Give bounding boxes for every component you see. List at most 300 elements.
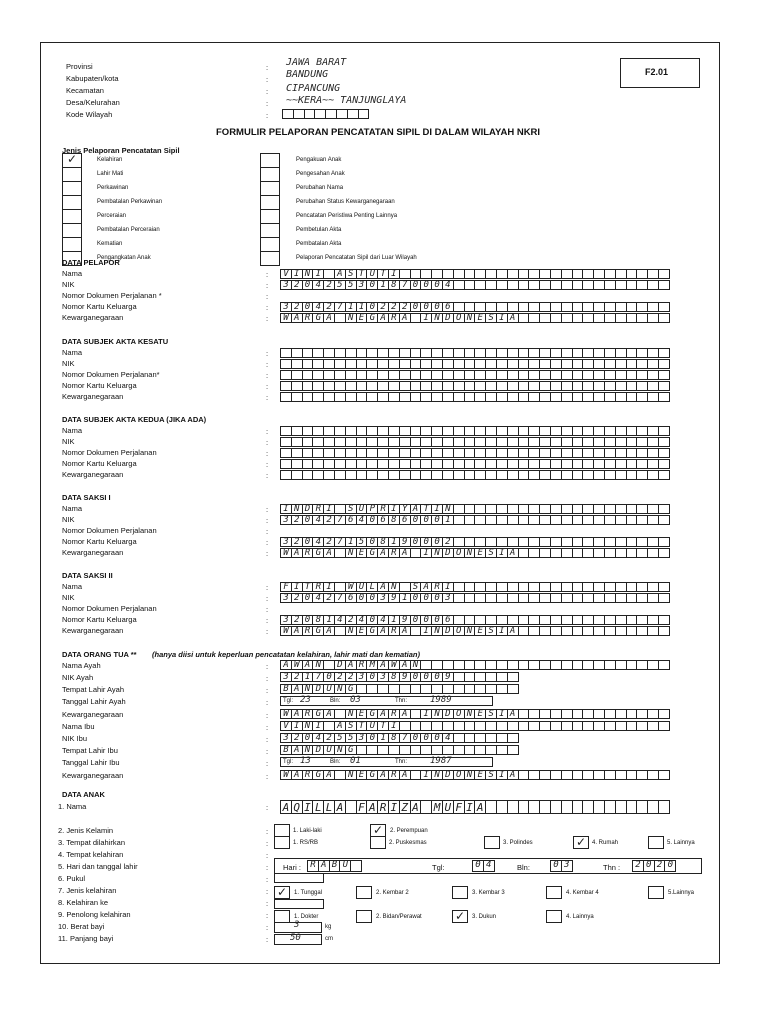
char-cell[interactable]: R	[388, 548, 400, 558]
char-cell[interactable]	[658, 582, 670, 592]
char-cell[interactable]: 1	[377, 733, 389, 743]
char-cell[interactable]: G	[345, 745, 357, 755]
subjek1-nik-grid[interactable]	[280, 359, 669, 369]
char-cell[interactable]: 0	[420, 280, 432, 290]
char-cell[interactable]: N	[312, 660, 324, 670]
char-cell[interactable]: 0	[302, 537, 314, 547]
char-cell[interactable]: R	[377, 504, 389, 514]
ortu-nama-ayah-grid[interactable]	[280, 660, 669, 670]
char-cell[interactable]	[507, 745, 519, 755]
char-cell[interactable]: I	[442, 582, 454, 592]
char-cell[interactable]: R	[302, 709, 314, 719]
anak-nama-grid[interactable]	[280, 800, 669, 814]
char-cell[interactable]: 2	[291, 537, 303, 547]
char-cell[interactable]: D	[334, 660, 346, 670]
char-cell[interactable]: I	[323, 582, 335, 592]
char-cell[interactable]: R	[312, 582, 324, 592]
char-cell[interactable]: 0	[664, 860, 676, 872]
char-cell[interactable]: 6	[442, 615, 454, 625]
char-cell[interactable]: N	[302, 721, 314, 731]
pelapor-nama-grid[interactable]	[280, 269, 669, 279]
char-cell[interactable]	[507, 672, 519, 682]
thn-grid[interactable]	[632, 860, 675, 872]
char-cell[interactable]: R	[388, 313, 400, 323]
char-cell[interactable]: D	[312, 684, 324, 694]
char-cell[interactable]: A	[377, 626, 389, 636]
char-cell[interactable]: A	[291, 745, 303, 755]
char-cell[interactable]: 7	[399, 733, 411, 743]
char-cell[interactable]: I	[312, 269, 324, 279]
char-cell[interactable]: E	[474, 313, 486, 323]
char-cell[interactable]: B	[280, 745, 292, 755]
char-cell[interactable]: T	[302, 582, 314, 592]
char-cell[interactable]	[658, 593, 670, 603]
char-cell[interactable]: U	[356, 504, 368, 514]
char-cell[interactable]: P	[366, 504, 378, 514]
char-cell[interactable]	[658, 269, 670, 279]
char-cell[interactable]: A	[377, 548, 389, 558]
char-cell[interactable]: A	[318, 860, 330, 872]
ortu-tempat-ibu-grid[interactable]	[280, 745, 518, 755]
char-cell[interactable]: A	[377, 313, 389, 323]
char-cell[interactable]: 8	[388, 280, 400, 290]
char-cell[interactable]: I	[496, 709, 508, 719]
char-cell[interactable]: 6	[442, 302, 454, 312]
char-cell[interactable]: 2	[388, 302, 400, 312]
tgl-grid[interactable]	[472, 860, 494, 872]
char-cell[interactable]	[658, 280, 670, 290]
char-cell[interactable]: 9	[388, 593, 400, 603]
char-cell[interactable]: 3	[377, 593, 389, 603]
char-cell[interactable]: S	[485, 548, 497, 558]
jenis-left-checkbox-4[interactable]	[62, 209, 82, 224]
char-cell[interactable]: W	[280, 313, 292, 323]
char-cell[interactable]: E	[474, 548, 486, 558]
char-cell[interactable]: I	[496, 770, 508, 780]
jenis-right-checkbox-2[interactable]	[260, 181, 280, 196]
char-cell[interactable]: A	[323, 548, 335, 558]
char-cell[interactable]: O	[453, 770, 465, 780]
char-cell[interactable]: R	[388, 770, 400, 780]
jenis-right-checkbox-0[interactable]	[260, 153, 280, 168]
kelahiran-ke-input[interactable]	[274, 899, 324, 909]
char-cell[interactable]: 0	[431, 302, 443, 312]
char-cell[interactable]: 4	[442, 280, 454, 290]
char-cell[interactable]: 5	[334, 733, 346, 743]
char-cell[interactable]: 4	[334, 615, 346, 625]
char-cell[interactable]: A	[399, 548, 411, 558]
char-cell[interactable]: 2	[323, 515, 335, 525]
char-cell[interactable]: 0	[431, 672, 443, 682]
char-cell[interactable]: I	[312, 721, 324, 731]
char-cell[interactable]: O	[453, 709, 465, 719]
char-cell[interactable]: I	[420, 770, 432, 780]
char-cell[interactable]: N	[388, 582, 400, 592]
char-cell[interactable]: A	[280, 660, 292, 670]
char-cell[interactable]: I	[302, 800, 314, 814]
char-cell[interactable]: E	[356, 313, 368, 323]
char-cell[interactable]: 1	[323, 615, 335, 625]
char-cell[interactable]: 1	[388, 615, 400, 625]
char-cell[interactable]: G	[312, 548, 324, 558]
char-cell[interactable]: 5	[345, 733, 357, 743]
char-cell[interactable]	[350, 860, 362, 872]
char-cell[interactable]: I	[291, 721, 303, 731]
char-cell[interactable]	[658, 626, 670, 636]
char-cell[interactable]: 0	[302, 515, 314, 525]
char-cell[interactable]: 0	[643, 860, 655, 872]
char-cell[interactable]: 4	[312, 593, 324, 603]
char-cell[interactable]: G	[312, 626, 324, 636]
char-cell[interactable]	[658, 770, 670, 780]
char-cell[interactable]: G	[366, 313, 378, 323]
char-cell[interactable]: Z	[399, 800, 411, 814]
char-cell[interactable]: N	[345, 548, 357, 558]
char-cell[interactable]: G	[312, 709, 324, 719]
char-cell[interactable]: 2	[345, 615, 357, 625]
char-cell[interactable]: 2	[291, 280, 303, 290]
char-cell[interactable]: 1	[345, 537, 357, 547]
char-cell[interactable]: E	[474, 709, 486, 719]
char-cell[interactable]	[658, 370, 670, 380]
char-cell[interactable]: 0	[420, 733, 432, 743]
char-cell[interactable]: N	[302, 745, 314, 755]
char-cell[interactable]: 2	[345, 672, 357, 682]
char-cell[interactable]: 4	[356, 615, 368, 625]
char-cell[interactable]: I	[496, 626, 508, 636]
char-cell[interactable]: 2	[323, 280, 335, 290]
char-cell[interactable]: 2	[291, 302, 303, 312]
char-cell[interactable]: 2	[323, 537, 335, 547]
jenis-right-checkbox-1[interactable]	[260, 167, 280, 182]
ortu-nik-ibu-grid[interactable]	[280, 733, 518, 743]
char-cell[interactable]: 4	[312, 302, 324, 312]
char-cell[interactable]: 0	[323, 672, 335, 682]
char-cell[interactable]: G	[366, 626, 378, 636]
char-cell[interactable]: G	[312, 770, 324, 780]
char-cell[interactable]: I	[291, 582, 303, 592]
char-cell[interactable]	[507, 733, 519, 743]
char-cell[interactable]	[658, 381, 670, 391]
char-cell[interactable]: A	[323, 313, 335, 323]
char-cell[interactable]: A	[399, 709, 411, 719]
jenis-left-checkbox-6[interactable]	[62, 237, 82, 252]
char-cell[interactable]: S	[485, 770, 497, 780]
pelapor-kk-grid[interactable]	[280, 302, 669, 312]
char-cell[interactable]: 2	[399, 302, 411, 312]
char-cell[interactable]: 1	[377, 280, 389, 290]
char-cell[interactable]: 0	[302, 302, 314, 312]
char-cell[interactable]: 0	[302, 615, 314, 625]
char-cell[interactable]: N	[464, 313, 476, 323]
char-cell[interactable]: A	[291, 313, 303, 323]
char-cell[interactable]: N	[345, 626, 357, 636]
char-cell[interactable]: 0	[431, 593, 443, 603]
char-cell[interactable]: 2	[334, 672, 346, 682]
char-cell[interactable]: A	[399, 626, 411, 636]
char-cell[interactable]: G	[312, 313, 324, 323]
char-cell[interactable]	[658, 537, 670, 547]
char-cell[interactable]: 0	[410, 302, 422, 312]
char-cell[interactable]: A	[399, 660, 411, 670]
char-cell[interactable]: 4	[312, 733, 324, 743]
char-cell[interactable]: 0	[410, 672, 422, 682]
char-cell[interactable]: O	[453, 548, 465, 558]
char-cell[interactable]: 2	[291, 733, 303, 743]
char-cell[interactable]: 1	[302, 672, 314, 682]
char-cell[interactable]: A	[507, 313, 519, 323]
char-cell[interactable]: E	[474, 770, 486, 780]
char-cell[interactable]: A	[420, 582, 432, 592]
jenis-right-checkbox-7[interactable]	[260, 251, 280, 266]
char-cell[interactable]	[658, 504, 670, 514]
saksi2-kwn-grid[interactable]	[280, 626, 669, 636]
saksi2-nik-grid[interactable]	[280, 593, 669, 603]
char-cell[interactable]: 3	[442, 593, 454, 603]
saksi2-nama-grid[interactable]	[280, 582, 669, 592]
char-cell[interactable]: A	[507, 548, 519, 558]
char-cell[interactable]: A	[507, 626, 519, 636]
char-cell[interactable]: 0	[431, 537, 443, 547]
char-cell[interactable]: 0	[366, 672, 378, 682]
char-cell[interactable]: 4	[312, 515, 324, 525]
char-cell[interactable]: N	[464, 709, 476, 719]
penolong-checkbox-1[interactable]	[356, 910, 372, 923]
char-cell[interactable]: 1	[399, 593, 411, 603]
char-cell[interactable]: L	[323, 800, 335, 814]
char-cell[interactable]	[658, 660, 670, 670]
char-cell[interactable]: 3	[377, 672, 389, 682]
char-cell[interactable]: B	[280, 684, 292, 694]
char-cell[interactable]: I	[323, 504, 335, 514]
jenis-left-checkbox-1[interactable]	[62, 167, 82, 182]
char-cell[interactable]: G	[366, 548, 378, 558]
char-cell[interactable]: A	[366, 800, 378, 814]
char-cell[interactable]: S	[345, 504, 357, 514]
char-cell[interactable]: I	[420, 313, 432, 323]
char-cell[interactable]: R	[302, 626, 314, 636]
char-cell[interactable]: F	[453, 800, 465, 814]
char-cell[interactable]: G	[345, 684, 357, 694]
char-cell[interactable]: U	[442, 800, 454, 814]
char-cell[interactable]: 9	[399, 537, 411, 547]
char-cell[interactable]: 7	[334, 302, 346, 312]
subjek2-kwn-grid[interactable]	[280, 470, 669, 480]
ortu-kwn-ibu-grid[interactable]	[280, 770, 669, 780]
char-cell[interactable]: 6	[377, 515, 389, 525]
char-cell[interactable]: N	[442, 504, 454, 514]
char-cell[interactable]	[658, 437, 670, 447]
subjek1-kwn-grid[interactable]	[280, 392, 669, 402]
char-cell[interactable]	[658, 348, 670, 358]
char-cell[interactable]: N	[334, 745, 346, 755]
char-cell[interactable]: R	[307, 860, 319, 872]
char-cell[interactable]: 6	[399, 515, 411, 525]
char-cell[interactable]: W	[280, 770, 292, 780]
code-cell[interactable]	[358, 109, 370, 119]
char-cell[interactable]: 0	[431, 280, 443, 290]
char-cell[interactable]: E	[474, 626, 486, 636]
subjek2-nama-grid[interactable]	[280, 426, 669, 436]
char-cell[interactable]: 0	[420, 537, 432, 547]
char-cell[interactable]: E	[356, 548, 368, 558]
char-cell[interactable]: R	[388, 709, 400, 719]
char-cell[interactable]: 2	[291, 515, 303, 525]
char-cell[interactable]: G	[366, 709, 378, 719]
char-cell[interactable]: S	[485, 626, 497, 636]
char-cell[interactable]: 0	[431, 733, 443, 743]
char-cell[interactable]: 8	[388, 672, 400, 682]
char-cell[interactable]: 9	[442, 672, 454, 682]
char-cell[interactable]: 7	[334, 515, 346, 525]
char-cell[interactable]: I	[431, 504, 443, 514]
char-cell[interactable]	[658, 709, 670, 719]
subjek1-nama-grid[interactable]	[280, 348, 669, 358]
char-cell[interactable]: B	[329, 860, 341, 872]
char-cell[interactable]: 3	[356, 280, 368, 290]
char-cell[interactable]: E	[356, 626, 368, 636]
char-cell[interactable]: R	[312, 504, 324, 514]
char-cell[interactable]: N	[431, 548, 443, 558]
char-cell[interactable]: 5	[345, 280, 357, 290]
char-cell[interactable]: N	[345, 313, 357, 323]
char-cell[interactable]: 0	[366, 593, 378, 603]
char-cell[interactable]: N	[302, 684, 314, 694]
char-cell[interactable]: 0	[431, 515, 443, 525]
char-cell[interactable]: 3	[280, 280, 292, 290]
char-cell[interactable]: I	[388, 721, 400, 731]
char-cell[interactable]	[658, 426, 670, 436]
subjek2-kk-grid[interactable]	[280, 459, 669, 469]
char-cell[interactable]: 4	[312, 537, 324, 547]
char-cell[interactable]: R	[431, 582, 443, 592]
char-cell[interactable]: T	[377, 269, 389, 279]
char-cell[interactable]: N	[410, 660, 422, 670]
char-cell[interactable]: 0	[366, 515, 378, 525]
char-cell[interactable]: D	[312, 745, 324, 755]
char-cell[interactable]: 0	[410, 280, 422, 290]
char-cell[interactable]: 9	[399, 615, 411, 625]
bln-grid[interactable]	[550, 860, 572, 872]
char-cell[interactable]: 0	[410, 515, 422, 525]
char-cell[interactable]: I	[388, 504, 400, 514]
char-cell[interactable]: A	[345, 660, 357, 670]
char-cell[interactable]: 8	[388, 733, 400, 743]
char-cell[interactable]: M	[366, 660, 378, 670]
char-cell[interactable]	[658, 615, 670, 625]
jenis-left-checkbox-0[interactable]: ✓	[62, 153, 82, 168]
char-cell[interactable]: W	[280, 709, 292, 719]
char-cell[interactable]: S	[410, 582, 422, 592]
char-cell[interactable]: 4	[483, 860, 495, 872]
jenis-right-checkbox-4[interactable]	[260, 209, 280, 224]
char-cell[interactable]: U	[366, 721, 378, 731]
char-cell[interactable]: I	[420, 709, 432, 719]
char-cell[interactable]: A	[507, 770, 519, 780]
char-cell[interactable]	[658, 515, 670, 525]
char-cell[interactable]: N	[334, 684, 346, 694]
char-cell[interactable]: 3	[280, 302, 292, 312]
char-cell[interactable]: A	[399, 313, 411, 323]
char-cell[interactable]: 8	[312, 615, 324, 625]
penolong-checkbox-3[interactable]	[546, 910, 562, 923]
char-cell[interactable]: 0	[366, 280, 378, 290]
char-cell[interactable]: 3	[280, 672, 292, 682]
char-cell[interactable]: I	[291, 269, 303, 279]
char-cell[interactable]: S	[345, 269, 357, 279]
char-cell[interactable]: 0	[410, 593, 422, 603]
char-cell[interactable]: U	[356, 582, 368, 592]
saksi2-kk-grid[interactable]	[280, 615, 669, 625]
char-cell[interactable]: 3	[280, 593, 292, 603]
tempat-checkbox-2[interactable]	[484, 836, 500, 849]
char-cell[interactable]: 0	[420, 672, 432, 682]
char-cell[interactable]: W	[291, 660, 303, 670]
ortu-nik-ayah-grid[interactable]	[280, 672, 518, 682]
char-cell[interactable]: 5	[356, 537, 368, 547]
char-cell[interactable]: 2	[291, 615, 303, 625]
char-cell[interactable]: 4	[356, 515, 368, 525]
char-cell[interactable]: Q	[291, 800, 303, 814]
char-cell[interactable]: U	[339, 860, 351, 872]
jenis-left-checkbox-2[interactable]	[62, 181, 82, 196]
jenis-kelahiran-checkbox-4[interactable]	[648, 886, 664, 899]
char-cell[interactable]: D	[442, 626, 454, 636]
char-cell[interactable]: A	[291, 709, 303, 719]
char-cell[interactable]: 0	[302, 280, 314, 290]
char-cell[interactable]: W	[345, 582, 357, 592]
char-cell[interactable]: 7	[334, 593, 346, 603]
tempat-checkbox-4[interactable]	[648, 836, 664, 849]
char-cell[interactable]: 1	[388, 537, 400, 547]
char-cell[interactable]: W	[280, 548, 292, 558]
char-cell[interactable]: I	[388, 800, 400, 814]
char-cell[interactable]: R	[302, 313, 314, 323]
char-cell[interactable]: 7	[334, 537, 346, 547]
char-cell[interactable]: S	[485, 313, 497, 323]
char-cell[interactable]: 0	[410, 537, 422, 547]
char-cell[interactable]: A	[323, 626, 335, 636]
char-cell[interactable]: 2	[377, 302, 389, 312]
pelapor-nik-grid[interactable]	[280, 280, 669, 290]
char-cell[interactable]: I	[420, 626, 432, 636]
char-cell[interactable]: N	[291, 504, 303, 514]
jenis-right-checkbox-3[interactable]	[260, 195, 280, 210]
subjek2-dok-grid[interactable]	[280, 448, 669, 458]
char-cell[interactable]: A	[334, 721, 346, 731]
char-cell[interactable]: A	[410, 504, 422, 514]
char-cell[interactable]: 3	[561, 860, 573, 872]
char-cell[interactable]: I	[420, 548, 432, 558]
char-cell[interactable]: R	[302, 770, 314, 780]
ortu.tgl_ayah-tgl-row[interactable]	[280, 696, 493, 706]
char-cell[interactable]: 0	[550, 860, 562, 872]
char-cell[interactable]: S	[345, 721, 357, 731]
char-cell[interactable]: R	[377, 800, 389, 814]
char-cell[interactable]: D	[302, 504, 314, 514]
char-cell[interactable]: D	[442, 770, 454, 780]
char-cell[interactable]	[507, 684, 519, 694]
char-cell[interactable]: A	[507, 709, 519, 719]
subjek1-kk-grid[interactable]	[280, 381, 669, 391]
jenis-kelahiran-checkbox-2[interactable]	[452, 886, 468, 899]
char-cell[interactable]: I	[496, 548, 508, 558]
char-cell[interactable]	[658, 313, 670, 323]
char-cell[interactable]: A	[377, 709, 389, 719]
char-cell[interactable]: 3	[356, 733, 368, 743]
char-cell[interactable]: 6	[345, 515, 357, 525]
char-cell[interactable]: R	[388, 626, 400, 636]
